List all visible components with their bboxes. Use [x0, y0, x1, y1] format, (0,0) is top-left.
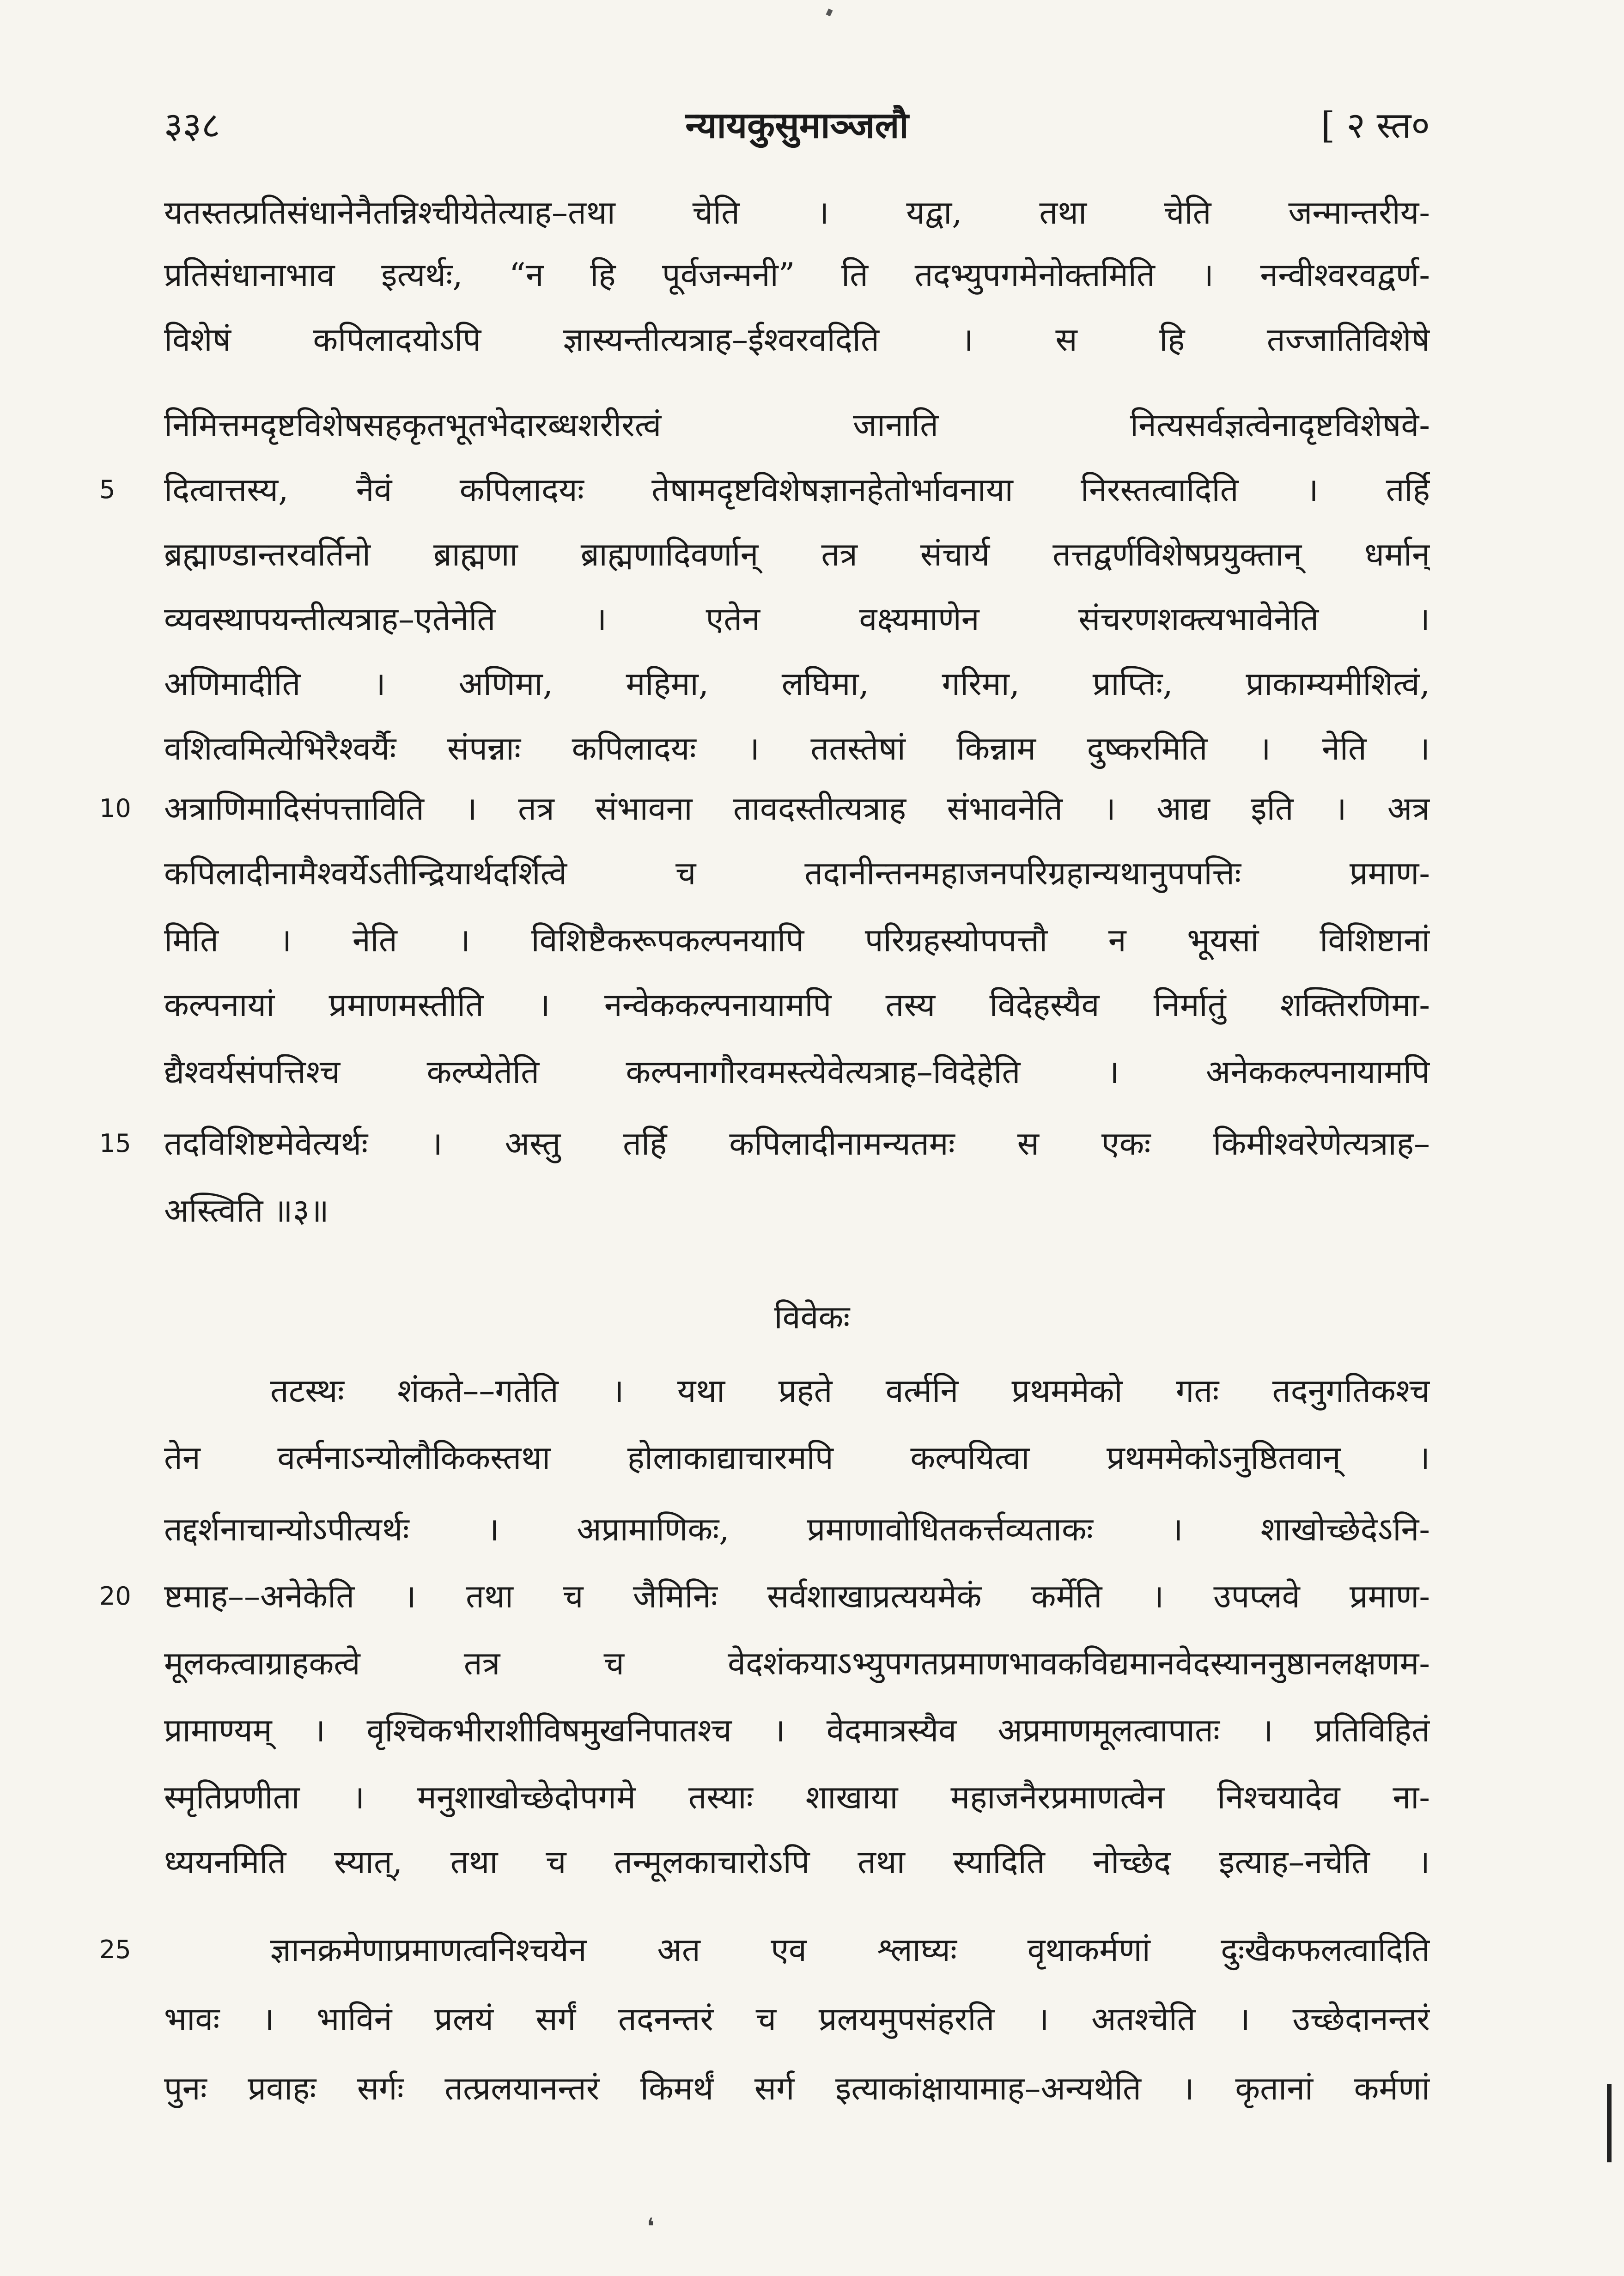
line-number-5: 5 — [99, 475, 116, 504]
text-line: ध्ययनमिति स्यात्, तथा च तन्मूलकाचारोऽपि तथा स्यादिति नोच्छेद इत्याह–नचेति । — [164, 1843, 1430, 1881]
text-line: पुनः प्रवाहः सर्गः तत्प्रलयानन्तरं किमर्थं सर्ग इत्याकांक्षायामाह–अन्यथेति । कृतानां कर्मणां — [164, 2069, 1430, 2107]
text-line: दित्वात्तस्य, नैवं कपिलादयः तेषामदृष्टविशेषज्ञानहेतोर्भावनाया निरस्तत्वादिति । तर्हि — [164, 471, 1430, 509]
text-line: ष्टमाह––अनेकेति । तथा च जैमिनिः सर्वशाखाप्रत्ययमेकं कर्मेति । उपप्लवे प्रमाण- — [164, 1577, 1430, 1615]
text-line: वशित्वमित्येभिरैश्वर्यैः संपन्नाः कपिलादयः । ततस्तेषां किन्नाम दुष्करमिति । नेति । — [164, 730, 1430, 767]
page-header — [164, 99, 1430, 155]
text-line: प्रामाण्यम् । वृश्चिकभीराशीविषमुखनिपातश्च । वेदमात्रस्यैव अप्रमाणमूलत्वापातः । प्रतिविहितं — [164, 1711, 1430, 1749]
ink-speck: ❛ — [647, 2213, 655, 2240]
text-line: व्यवस्थापयन्तीत्यत्राह–एतेनेति । एतेन वक्ष्यमाणेन संचरणशक्त्यभावेनेति । — [164, 600, 1430, 638]
text-line: तेन वर्त्मनाऽन्योलौकिकस्तथा होलाकाद्याचारमपि कल्पयित्वा प्रथममेकोऽनुष्ठितवान् । — [164, 1439, 1430, 1477]
text-line: अणिमादीति । अणिमा, महिमा, लघिमा, गरिमा, प्राप्तिः, प्राकाम्यमीशित्वं, — [164, 665, 1430, 703]
text-line: मिति । नेति । विशिष्टैकरूपकल्पनयापि परिग्रहस्योपपत्तौ न भूयसां विशिष्टानां — [164, 921, 1430, 959]
text-line: स्मृतिप्रणीता । मनुशाखोच्छेदोपगमे तस्याः शाखाया महाजनैरप्रमाणत्वेन निश्चयादेव ना- — [164, 1778, 1430, 1816]
line-number-25: 25 — [99, 1935, 131, 1964]
text-line: ज्ञानक्रमेणाप्रमाणत्वनिश्चयेन अत एव श्लाघ्यः वृथाकर्मणां दुःखैकफलत्वादिति — [270, 1931, 1430, 1969]
text-line: तदविशिष्टमेवेत्यर्थः । अस्तु तर्हि कपिलादीनामन्यतमः स एकः किमीश्वरेणेत्यत्राह– — [164, 1125, 1430, 1162]
margin-bracket-mark — [1607, 2084, 1612, 2162]
line-number-10: 10 — [99, 794, 131, 823]
text-line: द्यैश्वर्यसंपत्तिश्च कल्प्येतेति कल्पनागौरवमस्त्येवेत्यत्राह–विदेहेति । अनेककल्पनायामपि — [164, 1053, 1430, 1091]
text-line: निमित्तमदृष्टविशेषसहकृतभूतभेदारब्धशरीरत्वं जानाति नित्यसर्वज्ञत्वेनादृष्टविशेषवे- — [164, 406, 1430, 444]
text-line: मूलकत्वाग्राहकत्वे तत्र च वेदशंकयाऽभ्युपगतप्रमाणभावकविद्यमानवेदस्याननुष्ठानलक्षणम- — [164, 1644, 1430, 1682]
viveka-heading: विवेकः — [774, 1298, 850, 1336]
text-line: भावः । भाविनं प्रलयं सर्गं तदनन्तरं च प्रलयमुपसंहरति । अतश्चेति । उच्छेदानन्तरं — [164, 2000, 1430, 2038]
text-line: विशेषं कपिलादयोऽपि ज्ञास्यन्तीत्यत्राह–ईश्वरवदिति । स हि तज्जातिविशेषे — [164, 321, 1430, 359]
text-line: ब्रह्माण्डान्तरवर्तिनो ब्राह्मणा ब्राह्मणादिवर्णान् तत्र संचार्य तत्तद्वर्णविशेषप्रयुक्तान् धर्मान् — [164, 536, 1430, 573]
text-line: प्रतिसंधानाभाव इत्यर्थः, “न हि पूर्वजन्मनी” ति तदभ्युपगमेनोक्तमिति । नन्वीश्वरवद्वर्ण- — [164, 256, 1430, 294]
section-reference: [ २ स्त० — [1321, 105, 1430, 146]
text-line: अस्त्विति ॥३॥ — [164, 1192, 329, 1229]
text-line: यतस्तत्प्रतिसंधानेनैतन्निश्चीयेतेत्याह–तथा चेति । यद्वा, तथा चेति जन्मान्तरीय- — [164, 194, 1430, 231]
text-line: कपिलादीनामैश्वर्येऽतीन्द्रियार्थदर्शित्वे च तदानीन्तनमहाजनपरिग्रहान्यथानुपपत्तिः प्रमाण- — [164, 854, 1430, 892]
text-line: कल्पनायां प्रमाणमस्तीति । नन्वेककल्पनायामपि तस्य विदेहस्यैव निर्मातुं शक्तिरणिमा- — [164, 986, 1430, 1024]
text-line: तद्दर्शनाचान्योऽपीत्यर्थः । अप्रामाणिकः, प्रमाणावोधितकर्त्तव्यताकः । शाखोच्छेदेऽनि- — [164, 1510, 1430, 1548]
text-line: तटस्थः शंकते––गतेति । यथा प्रहते वर्त्मनि प्रथममेको गतः तदनुगतिकश्च — [270, 1372, 1430, 1410]
line-number-15: 15 — [99, 1129, 131, 1158]
running-title: न्यायकुसुमाञ्जलौ — [685, 104, 909, 146]
line-number-20: 20 — [99, 1582, 131, 1611]
page-number: ३३८ — [164, 105, 220, 146]
text-line: अत्राणिमादिसंपत्ताविति । तत्र संभावना तावदस्तीत्यत्राह संभावनेति । आद्य इति । अत्र — [164, 790, 1430, 828]
ink-speck — [826, 9, 833, 17]
